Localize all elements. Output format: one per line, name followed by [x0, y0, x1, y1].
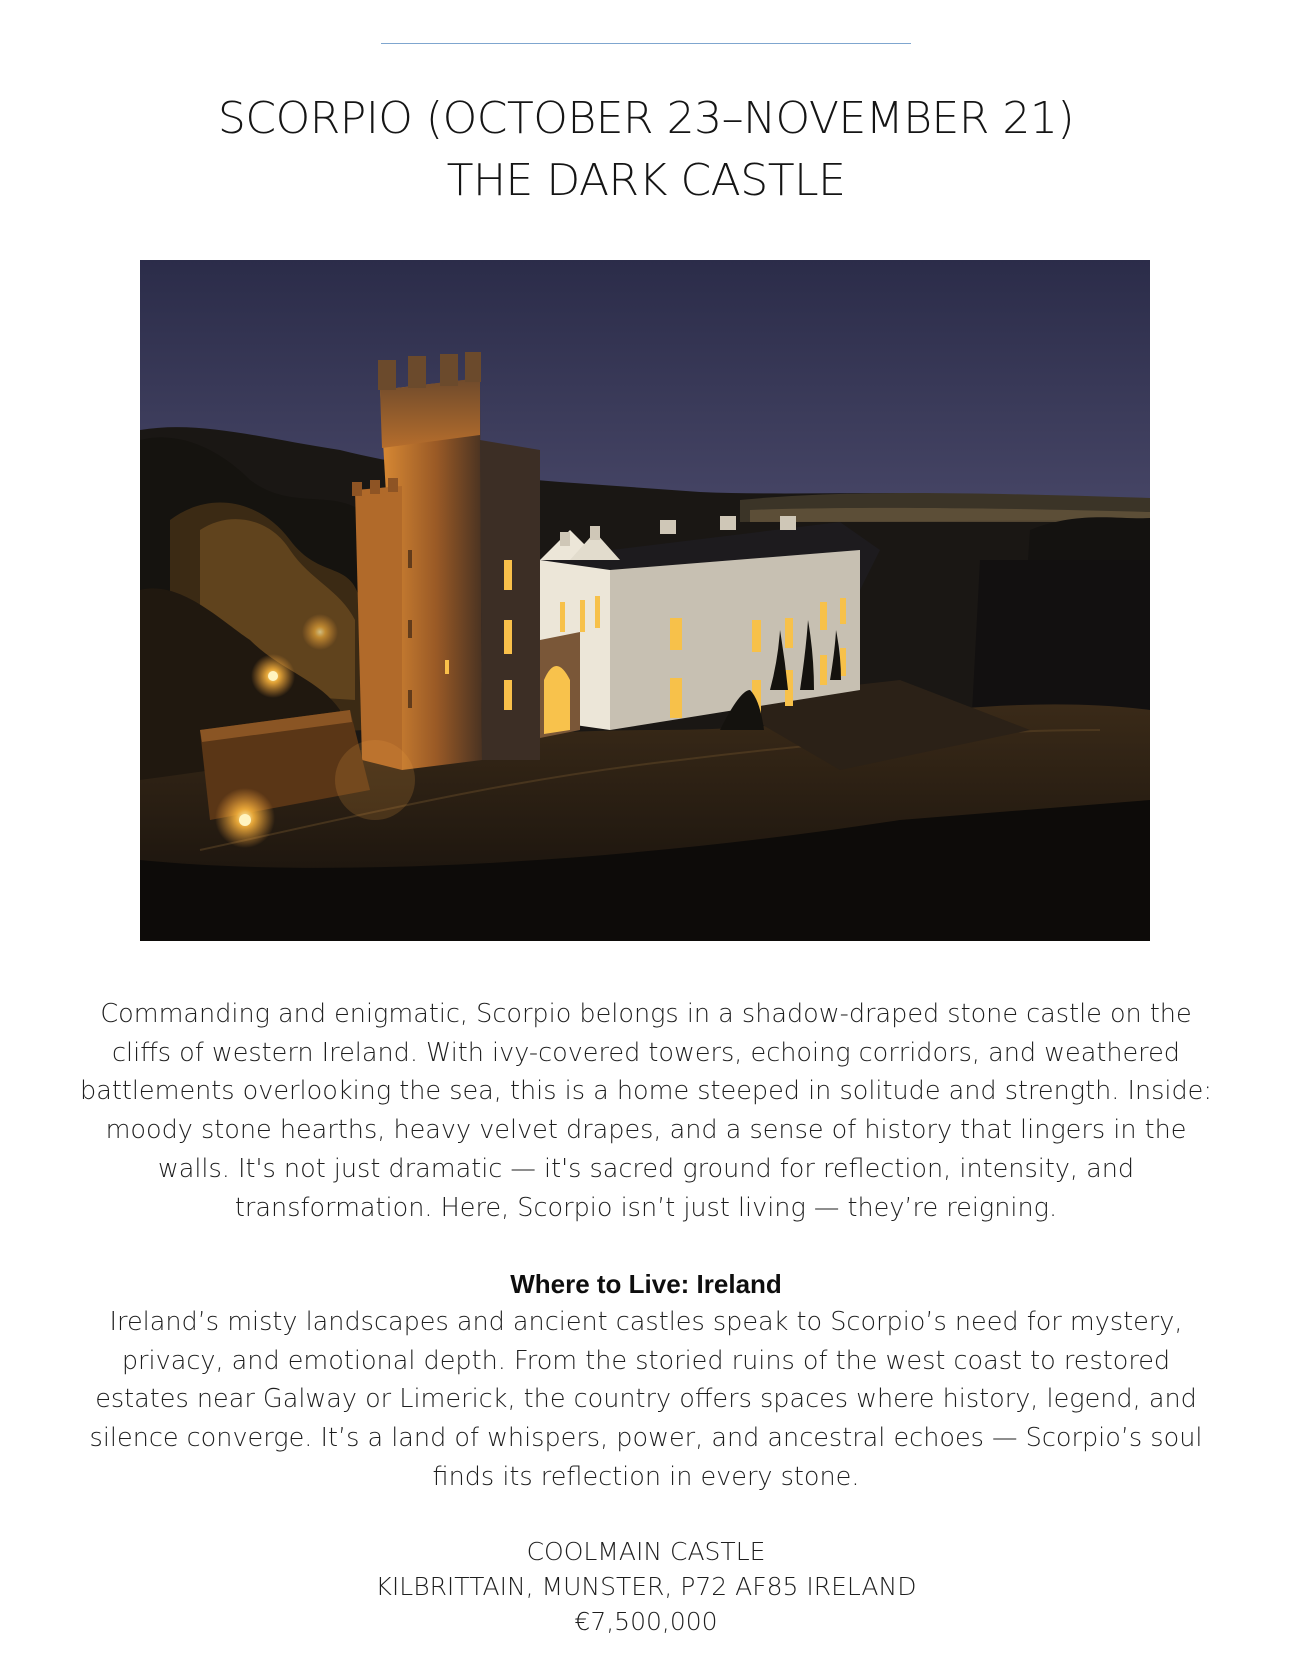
page-title	[0, 88, 1292, 212]
top-divider	[381, 43, 911, 44]
intro-line: moody stone hearths, heavy velvet drapes, and a sense of history that lingers in the	[105, 1115, 1187, 1146]
property-listing	[0, 1534, 1292, 1639]
where-line: Ireland’s misty landscapes and ancient castles speak to Scorpio’s need for mystery,	[109, 1307, 1183, 1337]
property-price: €7,500,000	[574, 1607, 718, 1636]
where-line: silence converge. It’s a land of whispers, power, and ancestral echoes — Scorpio’s soul	[89, 1423, 1203, 1454]
intro-line: cliffs of western Ireland. With ivy-covered towers, echoing corridors, and weathered	[112, 1037, 1180, 1068]
castle-illustration	[140, 260, 1150, 941]
title-line-sign: SCORPIO (OCTOBER 23–NOVEMBER 21)	[217, 93, 1075, 144]
property-address: KILBRITTAIN, MUNSTER, P72 AF85 IRELAND	[375, 1572, 917, 1601]
where-line: privacy, and emotional depth. From the storied ruins of the west coast to restored	[121, 1345, 1171, 1376]
intro-line: transformation. Here, Scorpio isn’t just living — they’re reigning.	[234, 1192, 1058, 1223]
where-line: estates near Galway or Limerick, the country offers spaces where history, legend, and	[95, 1384, 1197, 1415]
intro-line: battlements overlooking the sea, this is a home steeped in solitude and strength. Inside:	[80, 1076, 1212, 1107]
intro-line: walls. It's not just dramatic — it's sacred ground for reflection, intensity, and	[157, 1153, 1135, 1184]
intro-paragraph	[80, 995, 1212, 1227]
intro-line: Commanding and enigmatic, Scorpio belongs in a shadow-draped stone castle on the	[100, 999, 1192, 1029]
where-to-live-paragraph	[80, 1303, 1212, 1497]
title-line-theme: THE DARK CASTLE	[446, 155, 846, 206]
where-to-live-heading: Where to Live: Ireland	[510, 1269, 782, 1299]
where-line: finds its reflection in every stone.	[432, 1461, 860, 1492]
castle-photo	[140, 260, 1150, 941]
property-name: COOLMAIN CASTLE	[526, 1537, 766, 1566]
